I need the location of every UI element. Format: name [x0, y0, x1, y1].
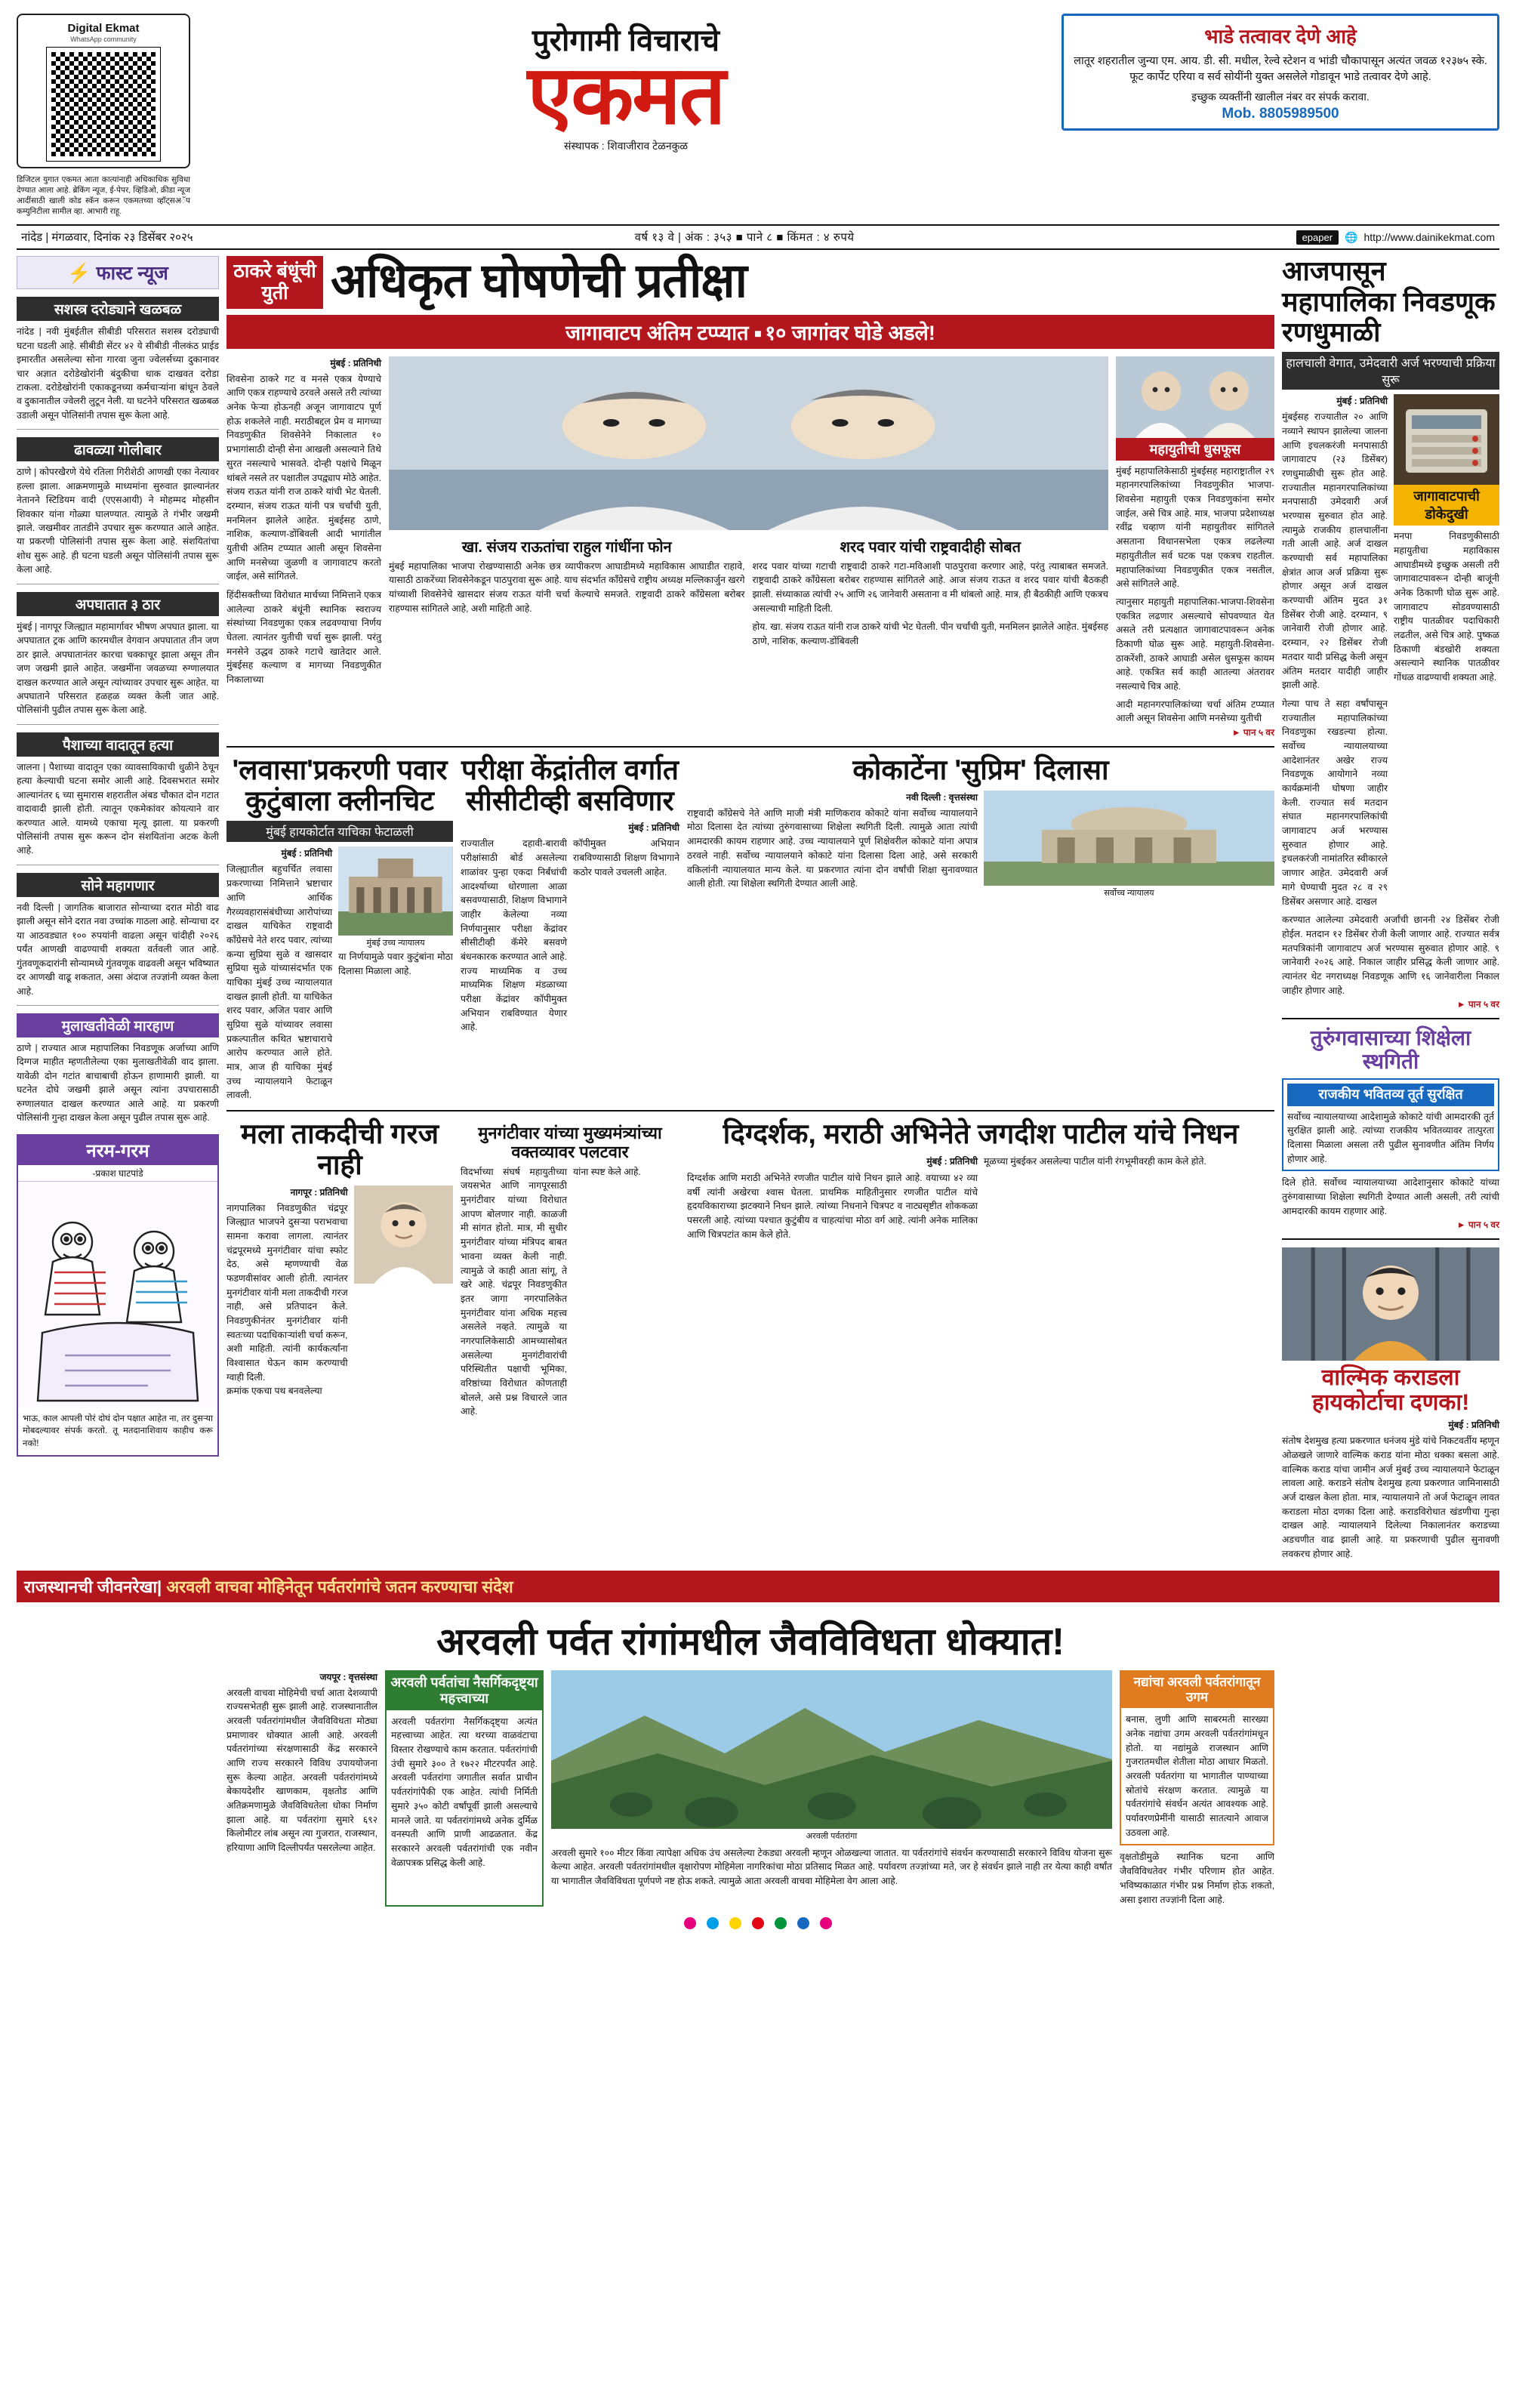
story-title: मुनगंटीवार यांच्या मुख्यमंत्र्यांच्या वक्तव्यावर पलटवार [478, 1124, 662, 1162]
brief-title: सशस्त्र दरोड्याने खळबळ [17, 297, 219, 321]
story-title: 'लवासा'प्रकरणी पवार कुटुंबाला क्लीनचिट [232, 754, 448, 816]
ad-footer: इच्छुक व्यक्तींनी खालील नंबर वर संपर्क करावा. [1191, 91, 1370, 103]
high-court-building-svg [338, 846, 453, 936]
story-munagantiwar-reply[interactable] [461, 1119, 679, 1419]
lightning-icon: ⚡ [67, 263, 91, 285]
photo-caption-1: खा. संजय राऊतांचा राहुल गांधींना फोन [461, 538, 672, 556]
lead-subheadline [226, 315, 1274, 349]
feature-band [17, 1571, 1499, 1602]
article-body-2: क्रमांक एकचा पथ बनवलेल्या [226, 1386, 322, 1397]
brief-body: नांदेड | नवी मुंबईतील सीबीडी परिसरात सशस्त्र दरोड्याची घटना घडली आहे. सीबीडी सेंटर ४२ ये सीबीडी नीलकंठ प्राईड इमारतीत असलेल्या सोना गारवा जुना ज्वेलर्सच्या दुकानावर चार अज्ञात दरोडेखोरांनी बंदुकीचा धाक दाखवत दरोडा टाकला. दरोडेखोरांनी एकाकडूनच्या कर्मचाऱ्यांना बांधून ठेवले व दुकानातील ज्वेलरी लुटून नेली. या घटनेने परिसरात खळबळ उडाली असून पोलिसांनी तपास सुरू केला आहे. [17, 326, 219, 421]
byline: मुंबई : प्रतिनिधी [1448, 1420, 1499, 1431]
article-body: मुंबई महापालिका भाजपा रोखण्यासाठी अनेक छत्र व्यापीकरण आघाडीमध्ये महाविकास आघाडीत राहावे, यासाठी ठाकरेंच्या शिवसेनेकडून पाठपुरावा सुरू आहे. याच संदर्भात काँग्रेसचे राष्ट्रीय अध्यक्ष मल्लिकार्जुन खरगे यांच्याशी शिवसेनेचे खासदार संजय राऊत यांनी चर्चा केल्याचे समजते. राष्ट्रवादी ठाकरे काँग्रेसला बरोबर राहण्यास सांगितले आहे, अशी माहिती आहे. [389, 560, 745, 614]
story-title: कोकाटेंना 'सुप्रिम' दिलासा [852, 754, 1109, 786]
center-column [226, 256, 1274, 1561]
masthead-kicker: पुरोगामी विचाराचे [532, 24, 720, 57]
article-body: मुंबईसह राज्यातील २० आणि नव्याने स्थापन झालेल्या जालना आणि इचलकरंजी मनपासाठी जागावाटप (२३ डिसेंबर) रणधुमाळीची सुरू होत आहे. राज्यातील महानगरपालिकांच्या मनपासाठी उमेदवारी अर्ज भरण्यास सुरुवात होत आहे. त्यामुळे राजकीय हालचालींना गती आली आहे. अर्ज दाखल करण्याची सर्व महापालिका क्षेत्रांत आज अर्ज प्रक्रिया सुरू होणार असून अर्ज दाखल करण्याची अंतिम मुदत ३१ डिसेंबर रोजी आहे. दरम्यान, ९ जानेवारी रोजी होणार आहे. दरम्यान, २२ डिसेंबर रोजी मतदार यादी प्रसिद्ध केली असून अंतिम मतदार यादीही जाहीर झाली आहे. [1282, 412, 1388, 691]
divider [17, 724, 219, 725]
list-item[interactable] [17, 592, 219, 717]
highcourt-photo [338, 846, 453, 936]
right-story-subtitle: राजकीय भवितव्य तूर्त सुरक्षित [1287, 1084, 1494, 1106]
article-body-2: वृक्षतोडीमुळे स्थानिक घटना आणि जैवविविधतेवर गंभीर परिणाम होत आहेत. भविष्यकाळात गंभीर प्रश्न निर्माण होऊ शकतो, असा इशारा तज्ज्ञांनी दिला आहे. [1120, 1851, 1274, 1905]
story-subbar: मुंबई हायकोर्टात याचिका फेटाळली [226, 821, 453, 842]
divider [17, 1005, 219, 1006]
article-body-2: होय. खा. संजय राऊत यांनी राज ठाकरे यांची भेट घेतली. पीन चर्चांची युती, मनमिलन झालेले आहेत. मुंबईसह ठाणे, नाशिक, कल्याण-डोंबिवली [752, 621, 1108, 647]
dot-magenta [684, 1917, 696, 1929]
photo-caption: सर्वोच्च न्यायालय [1104, 888, 1154, 898]
article-body: विदर्भाच्या संघर्ष महायुतीच्या जयसभेत आणि नागपूरसाठी मुनगंटीवार यांच्या विरोधात आपण बोलणार नाही. काळजी मी सांगत होतो. मात्र, मी सुधीर मुनगंटीवार यांच्या मंत्रिपद बाबत भावना व्यक्त केली नाही. त्यामुळे जे काही आता सांगू, ते खरे आहे. चंद्रपूर निवडणुकीत इतर जागा नगरपालिकेत मुनगंटीवार यांना अधिक महत्त्व असलेले नव्हते. त्यामुळे या नगरपालिकेसाठी आमच्यासोबत असलेल्या मुनगंटीवारांची परिस्थितीत पक्षाची भूमिका, वरिष्ठांच्या विरोधात कोणताही बोलले, असे प्रश्न विचारले जात आहे. [461, 1166, 567, 1417]
feature-box-orange [1120, 1670, 1274, 1907]
epaper-badge[interactable]: epaper [1296, 230, 1339, 245]
feature-band-right: अरवली वाचवा मोहिनेतून पर्वतरांगांचे जतन करण्याचा संदेश [166, 1577, 513, 1596]
brief-title: अपघातात ३ ठार [17, 592, 219, 616]
divider [1282, 1018, 1499, 1019]
divider [17, 429, 219, 430]
brief-body: ठाणे | राज्यात आज महापालिका निवडणूक अर्जाच्या आणि दिग्गज माहीत म्हणतीलेल्या एका मुलाखतीवेळी वाद झाला. यावेळी दोन गटांत बाचाबाची होऊन हाणामारी झाली. या घटनेत दोघे जखमी झाले असून त्यांना उपचारासाठी रुग्णालयात दाखल करण्यात आले आहे. या प्रकरणी पोलिसांनी गुन्हा दाखल केला असून पुढील तपास सुरू आहे. [17, 1042, 219, 1124]
article-body: संतोष देशमुख हत्या प्रकरणात धनंजय मुंडे यांचे निकटवर्तीय म्हणून ओळखले जाणारे वाल्मिक कराड यांना मोठा धक्का बसला आहे. वाल्मिक कराड यांचा जामीन अर्ज मुंबई उच्च न्यायालयाने फेटाळून लावला आहे. कराडने संतोष देशमुख हत्या प्रकरणात जामिनासाठी अर्ज दाखल केला होता. मात्र, न्यायालयाने तो अर्ज फेटाळून लावत कराडला मोठा दणका दिला आहे. कराडविरोधात खंडणीचा गुन्हा दाखल आहे. न्यायालयाने दिलेल्या निकालानंतर कराडच्या अडचणीत वाढ झाली आहे. या प्रकरणाची पुढील सुनावणी लवकरच होणार आहे. [1282, 1435, 1499, 1559]
article-body-3: मनपा निवडणुकीसाठी महायुतीचा महाविकास आघाडीमध्ये इच्छुक असली तरी जागावाटपावरून दोन्ही बाजूंनी अनेक ठिकाणी घोळ सुरू आहे. जागावाटप सोडवण्यासाठी राष्ट्रीय पातळीवर पदाधिकारी लढतील, असे चित्र आहे. पुष्कळ ठिकाणी बंडखोरी शक्यता असल्याने स्थानिक पातळीवर गोंधळ वाढण्याची शक्यता आहे. [1394, 531, 1499, 683]
dot-cyan [707, 1917, 719, 1929]
founder-line: संस्थापक : शिवाजीराव टेळनकुळ [563, 139, 689, 152]
lead-photo-and-text [389, 356, 1108, 738]
brief-body: मुंबई | नागपूर जिल्ह्यात महामार्गावर भीषण अपघात झाला. या अपघातात ट्रक आणि कारमधील वेगवान अपघातात तीन जण ठार झाले. अपघातानंतर कारचा चक्काचूर झाला असून तीन जण जखमी झाले आहेत. जखमींना जवळच्या रुग्णालयात दाखल करण्यात आले असून त्यांच्यावर उपचार सुरू आहेत. या अपघाताने परिसरात हळहळ व्यक्त केली जात आहे. पोलिसांनी पुढील तपास सुरू केला आहे. [17, 621, 219, 716]
ad-mobile-number[interactable]: Mob. 8805989500 [1222, 106, 1339, 122]
feature-right-spacer [1282, 1608, 1499, 1907]
qr-caption: डिजिटल युगात एकमत आता कात्यांनाही अधिकाधिक सुविधा देण्यात आला आहे. ब्रेकिंग न्यूज, ई-पेपर, व्हिडिओ, क्रीडा न्यूज आदींसाठी खाली कोड स्कॅन करून एकमतच्या व्हॉट्सअॅप कम्युनिटीला सामील व्हा. आभारी राहू. [17, 174, 190, 217]
obituary-body: दिग्दर्शक आणि मराठी अभिनेते रणजीत पाटील यांचे निधन झाले आहे. वयाच्या ४२ व्या वर्षी त्यांनी अखेरचा श्वास घेतला. प्राथमिक माहितीनुसार रणजीत पाटील यांचे हृदयविकाराच्या झटक्याने निधन झाले. त्यांच्या निधनाने चित्रपट व नाट्यसृष्टीत शोककळा पसरली आहे. त्यांच्या पश्चात कुटुंबीय व चाहत्यांचा मोठा वर्ग आहे. त्यांनी अनेक मालिका आणि चित्रपटांत काम केले होते. [687, 1173, 978, 1240]
dot-magenta-2 [820, 1917, 832, 1929]
color-registration-dots [17, 1917, 1499, 1929]
two-leaders-photo [1116, 356, 1274, 438]
website-url[interactable]: http://www.dainikekmat.com [1363, 231, 1495, 244]
article-body-2: मूळच्या मुंबईकर असलेल्या पाटील यांनी रंगभूमीवरही काम केले होते. [984, 1155, 1206, 1167]
article-body: शरद पवार यांच्या गटाची राष्ट्रवादी ठाकरे गटा-मविआशी पाठपुरावा करणार आहे, परंतु त्याबाबत समजते. राष्ट्रवादी ठाकरे काँग्रेसला बरोबर राहण्यास सांगितले आहे. आज संजय राऊत व शरद पवार यांची बैठकही झाली. संध्याकाळ त्यांची २५ आणि २६ जानेवारी असताना व मी थांबलो आहे. मात्र, ही बैठकीही आणि एकत्रच असल्याची माहिती दिली. [752, 560, 1108, 614]
fast-news-header [17, 256, 219, 289]
feature-photo-col [551, 1670, 1112, 1907]
feature-left-spacer [17, 1608, 219, 1907]
cartoon-title: नरम-गरम [18, 1136, 217, 1165]
article-body-4: करण्यात आलेल्या उमेदवारी अर्जांची छाननी २४ डिसेंबर रोजी होईल. मतदान १२ डिसेंबर रोजी केली जाणार आहे. राज्यात सर्वत्र मतपत्रिकांनी जागावाटप अर्ज भरण्यास सुरुवात होणार आहे. ९ जानेवारी २०२६ आहे. निकाल जाहीर प्रसिद्ध केली जाणार आहे. त्यानंतर थेट नगराध्यक्ष निवडणूक आणि १६ जानेवारीला निकाल जाहीर होणार आहे. [1282, 914, 1499, 996]
article-body: नागपालिका निवडणुकीत चंद्रपूर जिल्ह्यात भाजपने दुसऱ्या पराभवाचा सामना करावा लागला. त्यानंतर चंद्रपूरमध्ये मुनगंटीवार यांचा स्फोट देठ, असे म्हणण्याची वेळ फडणवीसांवर आली होती. त्यानंतर मुनगंटीवार यांनी मला ताकदीची गरज नाही, असे प्रतिपादन केले. निवडणुकीनंतर मुनगंटीवार यांनी स्वतःच्या पदाधिकाऱ्यांशी चर्चा करून, अशी माहिती. त्यांनी कार्यकर्त्यांना विश्वासात घेऊन काम करण्याची ग्वाही दिली. [226, 1202, 348, 1383]
supreme-court-photo [984, 791, 1274, 886]
issue-volume-price: वर्ष १३ वे | अंक : ३५३ ■ पाने ८ ■ किंमत : ४ रुपये [634, 231, 855, 245]
article-body: राज्यातील दहावी-बारावी परीक्षांसाठी बोर्ड असलेल्या शाळांवर पुन्हा एकदा निर्बंधांची आदर्श्याच्या धोरणाला आळा बसवण्यासाठी, शिक्षण विभागाने जाहीर केलेल्या नव्या निर्णयानुसार परीक्षा केंद्रांवर सीसीटीव्ही कॅमेरे बसवणे बंधनकारक करण्यात आले आहे. राज्य माध्यमिक व उच्च माध्यमिक शिक्षण मंडळाच्या परीक्षा केंद्रांवर कॉपीमुक्त अभियान राबविण्यात येणार आहे. [461, 838, 567, 1033]
list-item[interactable] [17, 1013, 219, 1125]
story-cctv[interactable] [461, 755, 679, 1102]
supreme-court-svg [984, 791, 1274, 886]
right-story-title-2: वाल्मिक कराडला हायकोर्टाचा दणका! [1311, 1365, 1470, 1416]
feature-box-title-2: नद्यांचा अरवली पर्वतरांगातून उगम [1121, 1672, 1273, 1709]
article-body: अरवली वाचवा मोहिमेची चर्चा आता देशव्यापी राज्यसभेतही सुरू झाली आहे. राजस्थानातील अरवली पर्वतरांगांमधील जैवविविधता मोठ्या प्रमाणावर धोक्यात आली आहे. अरवली पर्वतरांगांच्या संरक्षणासाठी केंद्र सरकारने आणि राज्य सरकारने विविध उपाययोजना सुरू केल्या आहेत. अरवली पर्वतरांगांमध्ये बेकायदेशीर खाणकाम, वृक्षतोड आणि अतिक्रमणामुळे जैवविविधतेला धोका निर्माण झाला आहे. या पर्वतरांगा सुमारे ६९२ किलोमीटर लांब असून त्या गुजरात, राजस्थान, हरियाणा आणि दिल्लीपर्यंत पसरलेल्या आहेत. [226, 1687, 377, 1854]
lead-subheadline-right: १० जागांवर घोडे अडले! [765, 321, 935, 344]
qr-title: Digital Ekmat [67, 22, 140, 35]
photo-caption-2: शरद पवार यांची राष्ट्रवादीही सोबत [840, 538, 1021, 556]
article-body-2: कॉपीमुक्त अभियान राबविण्यासाठी शिक्षण विभागाने कठोर पावले उचलली आहेत. [573, 838, 679, 877]
masthead-logo: एकमत [527, 49, 725, 140]
divider [1282, 1238, 1499, 1240]
jump-line[interactable]: ► पान ५ वर [1456, 1219, 1499, 1231]
mid-sidebar-photo [1116, 356, 1274, 438]
story-kokate[interactable] [687, 755, 1274, 1102]
lead-flag-label: ठाकरे बंधूंची युती [226, 256, 323, 309]
ad-headline: भाडे तत्वावर देणे आहे [1204, 25, 1357, 48]
story-title: दिग्दर्शक, मराठी अभिनेते जगदीश पाटील यांचे निधन [723, 1118, 1239, 1150]
dot-blue [797, 1917, 809, 1929]
list-item[interactable] [17, 732, 219, 858]
brief-title: पैशाच्या वादातून हत्या [17, 732, 219, 757]
right-lead-subbar: हालचाली वेगात, उमेदवारी अर्ज भरण्याची प्रक्रिया सुरू [1282, 352, 1499, 390]
feature-main [226, 1608, 1274, 1907]
cartoon-block[interactable] [17, 1134, 219, 1457]
feature-box-green [385, 1670, 544, 1907]
byline: मुंबई : प्रतिनिधी [628, 822, 679, 834]
brief-title: ढावळ्या गोलीबार [17, 437, 219, 461]
lead-headline-row [226, 256, 1274, 309]
story-title: मला ताकदीची गरज नाही [240, 1118, 439, 1180]
article-body-2: या निर्णयामुळे पवार कुटुंबांना मोठा दिलासा मिळाला आहे. [338, 951, 453, 977]
photo-caption: मुंबई उच्च न्यायालय [366, 939, 425, 948]
qr-block [17, 14, 190, 217]
byline: मुंबई : प्रतिनिधी [926, 1155, 978, 1167]
right-column [1282, 256, 1499, 1561]
cartoon-illustration [18, 1182, 217, 1408]
article-body: मुंबई महापालिकेसाठी मुंबईसह महाराष्ट्रातील २९ महानगरपालिकांच्या निवडणुकीत भाजपा-शिवसेना महायुती एकत्र निवडणुकांना समोर जाईल, असे चित्र आहे. मात्र, भाजपा प्रदेशाध्यक्ष रवींद्र चव्हाण यांनी महायुतीवर सांगितले असताना विधानसभेला एकत्र लढलेल्या महायुतीतील सर्व घटक पक्ष एकत्रच राहतील. महापालिकांच्या निवडणुकीत एकत्र नसतील, असे सांगितले आहे. [1116, 465, 1274, 590]
left-column [17, 256, 219, 1561]
qr-card[interactable] [17, 14, 190, 168]
evm-machine-svg [1394, 394, 1499, 485]
byline: नवी दिल्ली : वृत्तसंस्था [906, 791, 978, 803]
cartoon-svg [18, 1182, 217, 1408]
qr-code-image[interactable] [47, 48, 160, 161]
story-lavasa[interactable] [226, 755, 453, 1102]
lead-subheadline-left: जागावाटप अंतिम टप्प्यात [565, 321, 749, 344]
politician-portrait-svg [354, 1186, 453, 1284]
evm-photo-caption: जागावाटपाची डोकेदुखी [1394, 485, 1499, 526]
right-lead-title: आजपासून महापालिका निवडणूक रणधुमाळी [1282, 255, 1496, 347]
byline: जयपूर : वृत्तसंस्था [319, 1671, 377, 1682]
brief-body: जालना | पैशाच्या वादातून एका व्यावसायिकाची धुळीने ठेचून हत्या केल्याची घटना समोर आली आहे. दिवसभरात समोर आल्यानंतर ६ च्या सुमारास शहरातील अंबड चौकात दोन गटात वादावादी झाली होती. त्यातून एकमेकांवर कोयत्याने वार करण्यात आले. यामध्ये एकाचा मृत्यू झाला. या प्रकरणी पोलिसांनी तपास सुरू करून दोन संशयितांना अटक केली आहे. [17, 761, 219, 856]
brief-title: सोने महागणार [17, 873, 219, 897]
article-body-2: यांना स्पष्ट केले आहे. [573, 1166, 641, 1177]
article-body: अरवली पर्वतरांगा नैसर्गिकदृष्ट्या अत्यंत महत्त्वाच्या आहेत. त्या थरच्या वाळवंटाचा विस्तार रोखण्याचे काम करतात. पर्वतरांगांची उंची सुमारे ३०० ते १७२२ मीटरपर्यंत आहे. अरवली पर्वतरांगा जगातील सर्वात प्राचीन पर्वतरांगांपैकी एक आहेत. त्यांची निर्मिती सुमारे ३५० कोटी वर्षांपूर्वी झाली असल्याचे मानले जाते. या पर्वतरांगांमध्ये अनेक दुर्मिळ वनस्पती आणि प्राणी आढळतात. केंद्र सरकारने अरवली पर्वतरांगांची एक नवीन वेळापत्रक प्रसिद्ध केली आहे. [391, 1716, 538, 1868]
list-item[interactable] [17, 873, 219, 998]
masthead [17, 14, 1499, 217]
article-body: जिल्ह्यातील बहुचर्चित लवासा प्रकरणाच्या निमित्ताने भ्रष्टाचार आणि आर्थिक गैरव्यवहारासंबंधीच्या आरोपांच्या दाखल याचिकेत राष्ट्रवादी काँग्रेसचे नेते शरद पवार, त्यांच्या कन्या सुप्रिया सुळे व खासदार सुप्रिया सुळे यांच्यासंदर्भात एक याचिका मुंबई उच्च न्यायालयात दाखल झाली होती. या याचिकेत शरद पवार, अजित पवार आणि सुप्रिया सुळे यांच्यावर लवासा प्रकल्पातील कथित भ्रष्टाचाराचे आरोप करण्यात आले होते. मात्र, आज ही याचिका मुंबई उच्च न्यायालयाने फेटाळून लावली. [226, 864, 333, 1101]
divider [226, 746, 1274, 748]
lead-photo-svg [389, 356, 1108, 530]
lead-photo [389, 356, 1108, 530]
fast-news-label: फास्ट न्यूज [96, 263, 168, 285]
feature-band-left: राजस्थानची जीवनरेखा| [24, 1577, 162, 1596]
article-body: राष्ट्रवादी काँग्रेसचे नेते आणि माजी मंत्री माणिकराव कोकाटे यांना सर्वोच्च न्यायालयाने मोठा दिलासा देत त्यांच्या तुरुंगवासाच्या शिक्षेला स्थगिती दिली. त्यामुळे आता त्यांची आमदारकी कायम राहणार आहे. उच्च न्यायालयाने पूर्ण शिक्षेवरील कोकाटे यांना अपात्र ठरवले नाही. सर्वोच्च न्यायालयाने कोकाटे यांना दिलासा दिला आहे, असे सरकारी वकिलांनी न्यायालयात मान्य केले. या प्रकरणात त्यांना दोन वर्षांची शिक्षा सुनावण्यात आली होती. त्या शिक्षेला स्थगिती देण्यात आली आहे. [687, 807, 978, 890]
man-portrait-svg [1282, 1247, 1499, 1361]
byline: नागपूर : प्रतिनिधी [290, 1186, 348, 1198]
article-body-2: गेल्या पाच ते सहा वर्षांपासून राज्यातील महापालिकांच्या निवडणुका रखडल्या होत्या. सर्वोच्च न्यायालयाच्या आदेशानंतर अखेर राज्य निवडणूक आयोगाने नव्या कार्यक्रमांनी घोषणा जाहीर केली. राज्यात सर्व मतदान संघात महानगरपालिकांची जागावाटप अर्ज भरण्यास सुरुवात होणार आहे. इचलकरंजी नामांतरित स्वीकारले जाणार आहेत. उमेदवारी अर्ज मागे घेण्याची मुदत २८ व २९ डिसेंबर असणार आहे. दाखल [1282, 698, 1388, 907]
right-story-title: तुरुंगवासाच्या शिक्षेला स्थगिती [1310, 1026, 1471, 1074]
aravalli-photo [551, 1670, 1112, 1829]
story-obituary[interactable] [687, 1119, 1274, 1419]
byline: मुंबई : प्रतिनिधी [330, 357, 381, 368]
lead-article-columns [226, 356, 1274, 738]
square-bullet-icon: ■ [754, 327, 766, 341]
evm-photo [1394, 394, 1499, 485]
jump-line[interactable]: ► पान ५ वर [1456, 999, 1499, 1010]
brief-body: नवी दिल्ली | जागतिक बाजारात सोन्याच्या दरात मोठी वाढ झाली असून सोने दरात नवा उच्चांक गाठला आहे. सोन्याचा दर या आठवड्यात १०० रुपयांनी वाढला असून चांदीही २०२६ पर्यंत आणखी वाढण्याची शक्यता वर्तवली जात आहे. गुंतवणूकदारांनी सोन्यामध्ये गुंतवणूक वाढवली असून भविष्यात दर आणखी वाढू शकतात, असा अंदाज तज्ज्ञांनी व्यक्त केला आहे. [17, 902, 219, 997]
article-body-2: हिंदीसक्तीच्या विरोधात मार्चच्या निमित्ताने एकत्र आलेल्या ठाकरे बंधूंनी स्थानिक स्वराज्य संस्थांच्या निवडणुका एकत्र लढवण्याचा निर्णय घेतला. त्यानंतर युतीची चर्चा सुरू झाली. परंतु मनसेने उद्धव ठाकरे गटाचे खातेदार आले. मुंबईसह कल्याण व मागच्या निवडणुकीत निकालाच्या [226, 590, 381, 686]
feature-col-1 [226, 1670, 377, 1907]
aravalli-landscape-svg [551, 1670, 1112, 1829]
list-item[interactable] [17, 437, 219, 577]
third-row [226, 1119, 1274, 1419]
brief-title: मुलाखतीवेळी मारहाण [17, 1013, 219, 1038]
dot-red [752, 1917, 764, 1929]
divider [226, 1110, 1274, 1112]
article-body-2: त्यानुसार महायुती महापालिका-भाजपा-शिवसेना एकत्रित लढणार असल्याचे सोपवण्यात येत असले तरी प्रत्यक्षात जागावाटपावरून अनेक ठिकाणी घोळ सुरू आहे. महायुती-शिवसेना-ठाकरेंशी, ठाकरे आघाडी असेल धुसफूस कायम आहे. एकत्रित सर्व काही आतल्या अंतरावर नसल्याचे चित्र आहे. [1116, 596, 1274, 692]
article-body-3: आदी महानगरपालिकांच्या चर्चा अंतिम टप्प्यात आली असून शिवसेना आणि मनसेच्या युतीची [1116, 698, 1274, 724]
issue-place-date: नांदेड | मंगळवार, दिनांक २३ डिसेंबर २०२५ [21, 231, 193, 245]
cartoon-author: -प्रकाश घाटपांडे [18, 1165, 217, 1182]
cartoon-caption: भाऊ, काल आपली पोरं दोघं दोन पक्षात आहेत ना, तर दुसऱ्या मोबदल्यावर संपर्क करतो. तू मतदानाशिवाय काहीच करू नको! [23, 1414, 213, 1448]
story-title: परीक्षा केंद्रांतील वर्गात सीसीटीव्ही बसविणार [461, 754, 679, 816]
karad-photo [1282, 1247, 1499, 1361]
issue-info-bar [17, 224, 1499, 250]
mid-sidebar-box [1116, 356, 1274, 738]
dot-green [775, 1917, 787, 1929]
dot-yellow [729, 1917, 741, 1929]
article-body: बनास, लुणी आणि साबरमती सारख्या अनेक नद्यांचा उगम अरवली पर्वतरांगांमधून होतो. या नद्यांमुळे राजस्थान आणि गुजरातमधील शेतीला मोठा आधार मिळतो. अरवली पर्वतरांगा या भागातील पाण्याच्या स्रोतांचे संरक्षण करतात. त्यामुळे या पर्वतरांगांचे संवर्धन अत्यंत आवश्यक आहे. पर्यावरणप्रेमींनी यासाठी सातत्याने आवाज उठवला आहे. [1126, 1714, 1268, 1838]
byline: मुंबई : प्रतिनिधी [1336, 396, 1388, 407]
globe-icon: 🌐 [1345, 230, 1358, 243]
feature-title: अरवली पर्वत रांगांमधील जैवविविधता धोक्यात! [436, 1620, 1065, 1663]
qr-subtitle: WhatsApp community [70, 35, 137, 43]
lead-col-1 [226, 356, 381, 738]
title-zone [201, 14, 1051, 153]
ad-body: लातूर शहरातील जुन्या एम. आय. डी. सी. मधील, रेल्वे स्टेशन व भांडी चौकापासून अत्यंत जवळ १२३७५ स्के. फूट कार्पेट एरिया व सर्व सोयींनी युक्त असलेले गोडावून भाडे तत्वावर देणे आहे. [1074, 55, 1487, 84]
feature-box-title: अरवली पर्वतांचा नैसर्गिकदृष्ट्या महत्त्वाच्या [387, 1672, 542, 1710]
byline: मुंबई : प्रतिनिधी [281, 848, 333, 859]
mid-photo-caption: महायुतीची धुसफूस [1116, 438, 1274, 461]
page-title: अधिकृत घोषणेची प्रतीक्षा [331, 254, 747, 308]
main-grid [17, 256, 1499, 1561]
masthead-advertisement[interactable] [1062, 14, 1499, 131]
second-row [226, 755, 1274, 1102]
article-body: सर्वोच्च न्यायालयाच्या आदेशामुळे कोकाटे यांची आमदारकी तूर्त सुरक्षित झाली आहे. त्यांच्या राजकीय भवितव्यावर तात्पुरता दिलासा मिळाला असला तरी पुढील सुनावणीत अंतिम निर्णय होणार आहे. [1287, 1111, 1494, 1164]
politician-photo [354, 1186, 453, 1284]
article-body: अरवली सुमारे १०० मीटर किंवा त्यापेक्षा अधिक उंच असलेल्या टेकड्या अरवली म्हणून ओळखल्या जातात. या पर्वतरांगांचे संवर्धन करण्यासाठी सरकारने विविध योजना सुरू केल्या आहेत. अरवली पर्वतरांगांमधील वृक्षारोपण मोहिमेला नागरिकांचा मोठा प्रतिसाद मिळत आहे. पर्यावरण तज्ज्ञांच्या मते, जर हे संवर्धन झाले नाही तर येत्या काही वर्षांत या भागातील जैवविविधता पूर्णपणे नष्ट होऊ शकते. त्यामुळे आता अरवली वाचवा मोहिमेला वेग आला आहे. [551, 1847, 1112, 1886]
article-body-2: दिले होते. सर्वोच्च न्यायालयाच्या आदेशानुसार कोकाटे यांच्या तुरुंगवासाच्या शिक्षेला स्थगिती देण्यात आली असली, तरी त्यांची आमदारकी कायम राहणार आहे. [1282, 1177, 1499, 1216]
article-body: शिवसेना ठाकरे गट व मनसे एकत्र येण्याचे आणि एकत्र राहण्याचे ठरवले असले तरी त्यांच्या अनेक फेऱ्या होऊनही अजून जागावाटप पूर्ण होऊ शकलेले नाही. मराठीबद्दल प्रेम व मागच्या निवडणुकीत शिवसेनेने निकालात १० प्रभागांसाठी दोन्ही सेना आखली असल्याने तिथे सुरत नसल्याचे भासवते. दोन्ही पक्षांचे मिळून थांबले नसले तर पक्षातील उपद्व्याप मोठे आहेत. संजय राऊत यांनी राज ठाकरे यांची भेट घेतली. दरम्यान, संजय राऊत यांनी पत्र चर्चांची युती, मनमिलन झालेले आहेत. मुंबईसह ठाणे, नाशिक, कल्याण-डोंबिवली आदी भागांतील युतीची अंतिम टप्प्यात आली असून शिवसेना आणि मनसेच्या जुळणी व जागावाटप करतो जाईल, असे सांगितले. [226, 373, 381, 582]
photo-caption: अरवली पर्वतरांगा [806, 1831, 858, 1841]
article-body [687, 1155, 978, 1242]
brief-body: ठाणे | कोपरखैरणे येथे रतिला गिरीशेठी आणखी एका नेत्यावर हल्ला झाला. आक्रमणामुळे माध्यमांना सुरुवात झाल्यानंतर नेतानने स्टिडियम वादी (एएसआयी) ने मोहम्मद मोहसीन शिवकार यांना गोळ्या घालण्यात. त्यामुळे ते गंभीर जखमी झाले. जखमीवर तातडीने उपचार सुरू करण्यात आले आहेत. या प्रकरणी पोलिसांनी तपास सुरू केला आहे. संशयितांचा शोध सुरू आहे. ही घटना घडली असून पोलिसांनी तपास सुरू केला आहे. [17, 467, 219, 575]
jump-line[interactable]: ► पान ५ वर [1231, 727, 1274, 738]
story-munagantiwar[interactable] [226, 1119, 453, 1419]
feature-grid [17, 1608, 1499, 1907]
list-item[interactable] [17, 297, 219, 422]
